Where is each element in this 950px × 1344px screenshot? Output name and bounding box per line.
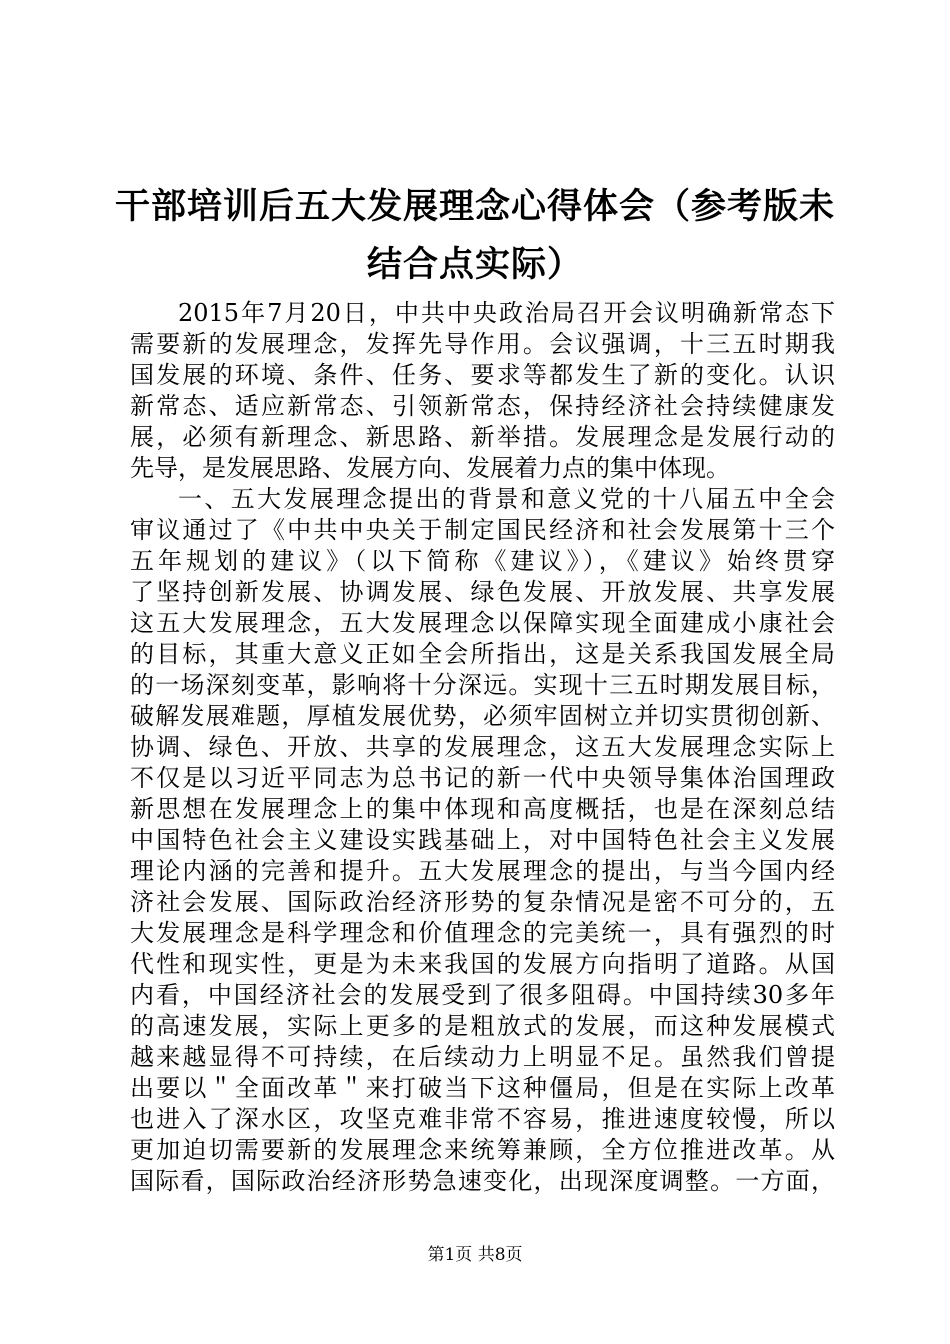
paragraph-line: 越来越显得不可持续，在后续动力上明显不足。虽然我们曾提	[130, 1043, 835, 1071]
paragraph-line: 协调、绿色、开放、共享的发展理念，这五大发展理念实际上	[130, 733, 835, 761]
document-body	[130, 298, 835, 1197]
paragraph-line: 国际看，国际政治经济形势急速变化，出现深度调整。一方面，	[130, 1167, 835, 1195]
paragraph-line: 审议通过了《中共中央关于制定国民经济和社会发展第十三个	[130, 516, 835, 544]
paragraph-2	[130, 484, 835, 1197]
paragraph-line: 大发展理念是科学理念和价值理念的完美统一，具有强烈的时	[130, 919, 835, 947]
paragraph-line: 这五大发展理念，五大发展理念以保障实现全面建成小康社会	[130, 609, 835, 637]
paragraph-line: 五年规划的建议》（以下简称《建议》），《建议》始终贯穿	[130, 547, 835, 575]
page-footer: 第1页 共8页	[427, 1245, 523, 1265]
paragraph-line: 的目标，其重大意义正如全会所指出，这是关系我国发展全局	[130, 640, 835, 668]
document-title-line-2: 结合点实际）	[366, 245, 583, 285]
paragraph-line: 破解发展难题，厚植发展优势，必须牢固树立并切实贯彻创新、	[130, 702, 835, 730]
paragraph-line: 理论内涵的完善和提升。五大发展理念的提出，与当今国内经	[130, 857, 835, 885]
document-title-line-1: 干部培训后五大发展理念心得体会（参考版未	[114, 187, 835, 227]
paragraph-1	[130, 298, 835, 484]
paragraph-line: 更加迫切需要新的发展理念来统筹兼顾，全方位推进改革。从	[130, 1136, 835, 1164]
paragraph-line: 不仅是以习近平同志为总书记的新一代中央领导集体治国理政	[130, 764, 835, 792]
paragraph-line: 济社会发展、国际政治经济形势的复杂情况是密不可分的，五	[130, 888, 835, 916]
paragraph-line: 先导，是发展思路、发展方向、发展着力点的集中体现。	[130, 454, 730, 482]
paragraph-line: 展，必须有新理念、新思路、新举措。发展理念是发展行动的	[130, 423, 835, 451]
paragraph-line: 需要新的发展理念，发挥先导作用。会议强调，十三五时期我	[130, 330, 835, 358]
paragraph-line: 也进入了深水区，攻坚克难非常不容易，推进速度较慢，所以	[130, 1105, 835, 1133]
paragraph-line: 一、五大发展理念提出的背景和意义党的十八届五中全会	[178, 485, 835, 513]
paragraph-line: 出要以＂全面改革＂来打破当下这种僵局，但是在实际上改革	[130, 1074, 835, 1102]
paragraph-line: 的高速发展，实际上更多的是粗放式的发展，而这种发展模式	[130, 1012, 835, 1040]
paragraph-line: 新思想在发展理念上的集中体现和高度概括，也是在深刻总结	[130, 795, 835, 823]
paragraph-line: 国发展的环境、条件、任务、要求等都发生了新的变化。认识	[130, 361, 835, 389]
paragraph-line: 了坚持创新发展、协调发展、绿色发展、开放发展、共享发展	[130, 578, 835, 606]
paragraph-line: 代性和现实性，更是为未来我国的发展方向指明了道路。从国	[130, 950, 835, 978]
paragraph-line: 新常态、适应新常态、引领新常态，保持经济社会持续健康发	[130, 392, 835, 420]
paragraph-line: 2015年7月20日，中共中央政治局召开会议明确新常态下	[178, 299, 835, 327]
paragraph-line: 的一场深刻变革，影响将十分深远。实现十三五时期发展目标，	[130, 671, 835, 699]
paragraph-line: 中国特色社会主义建设实践基础上，对中国特色社会主义发展	[130, 826, 835, 854]
paragraph-line: 内看，中国经济社会的发展受到了很多阻碍。中国持续30多年	[130, 981, 835, 1009]
